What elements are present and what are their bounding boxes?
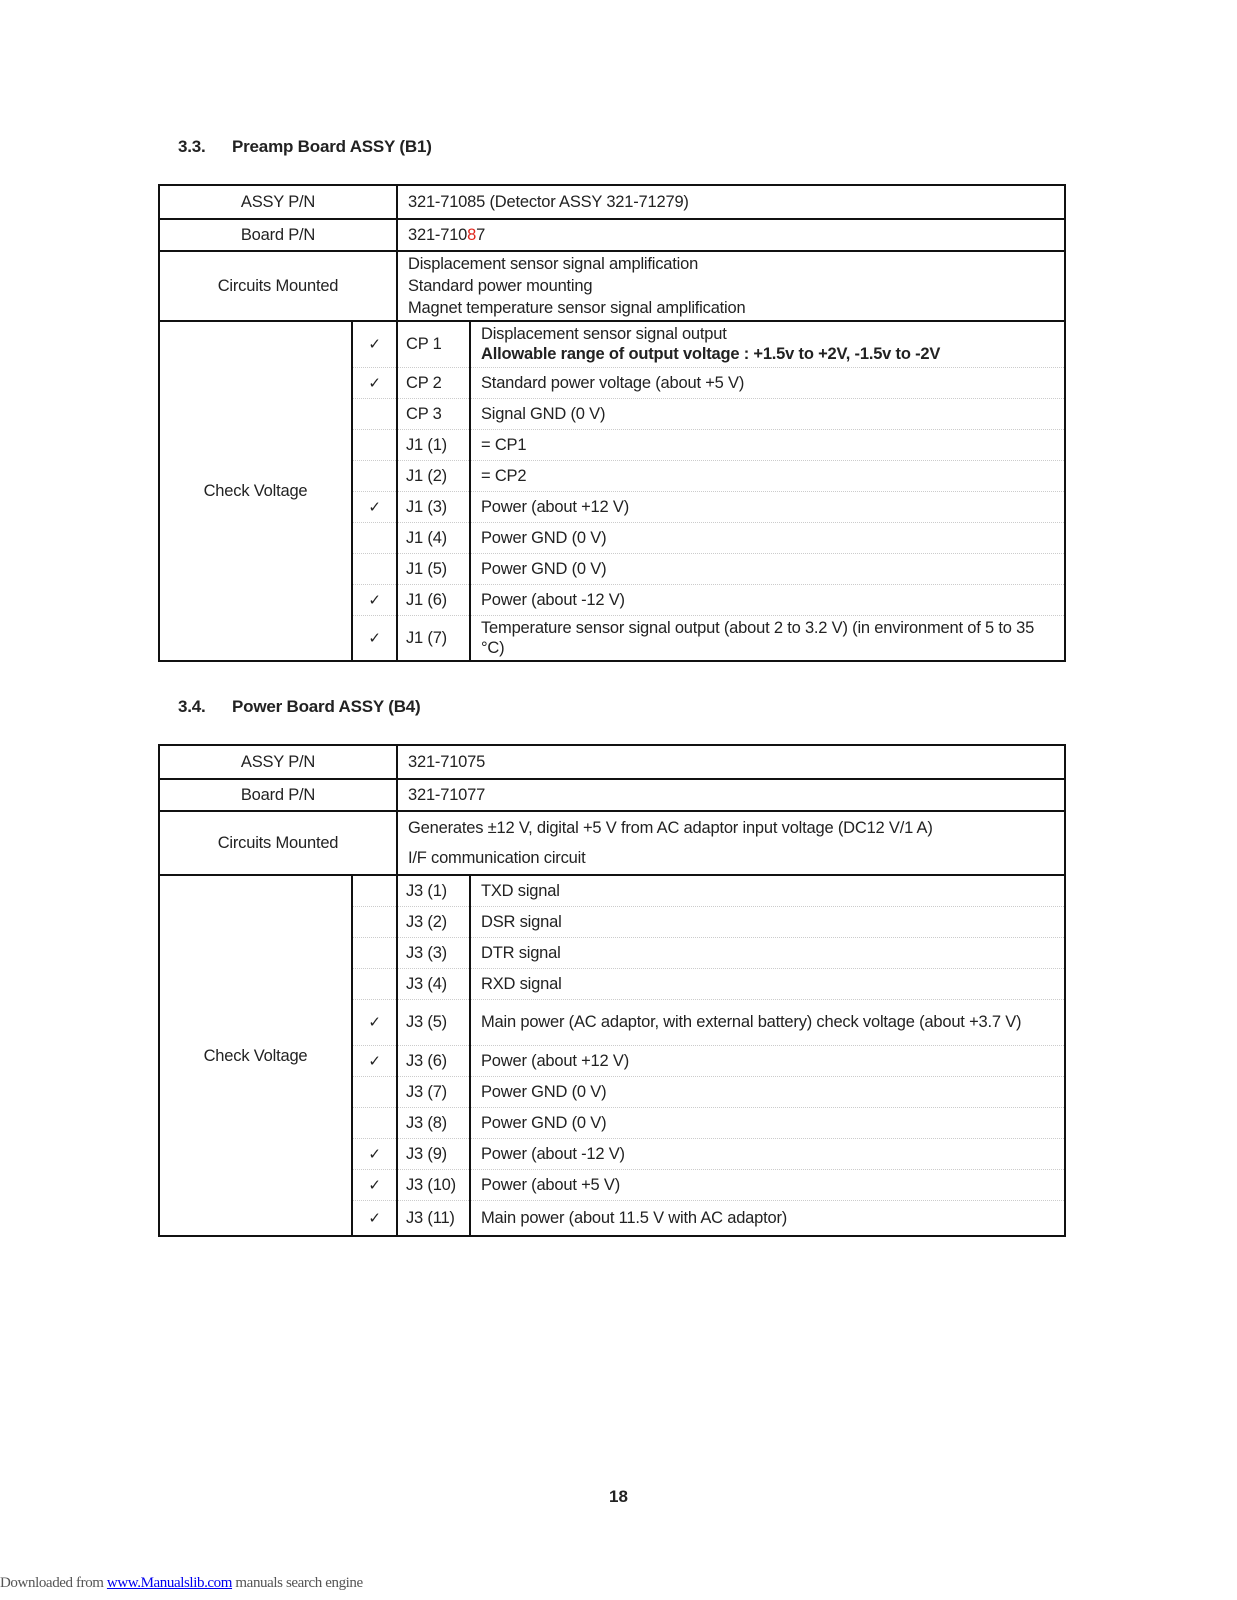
assy-pn-value: 321-71075: [397, 745, 1065, 779]
pin-name: J3 (6): [397, 1045, 470, 1076]
pin-name: J3 (10): [397, 1169, 470, 1200]
pin-description: [470, 1045, 1065, 1076]
description-text: Power GND (0 V): [481, 528, 607, 547]
pin-name: J1 (6): [397, 584, 470, 615]
pin-description: [470, 367, 1065, 398]
pin-description: [470, 321, 1065, 367]
pin-description: [470, 584, 1065, 615]
checkmark-icon: ✓: [352, 367, 397, 398]
check-cell: [352, 906, 397, 937]
section-heading-preamp: [178, 137, 432, 157]
pin-description: [470, 1107, 1065, 1138]
pin-description: [470, 906, 1065, 937]
check-cell: [352, 875, 397, 906]
section-heading-power: [178, 697, 421, 717]
description-text: = CP2: [481, 466, 527, 485]
checkmark-icon: ✓: [352, 321, 397, 367]
circuits-mounted-label: Circuits Mounted: [159, 251, 397, 321]
circuit-item: Displacement sensor signal amplification: [408, 255, 699, 273]
description-text: Power GND (0 V): [481, 1113, 607, 1132]
check-cell: [352, 429, 397, 460]
pin-name: J3 (1): [397, 875, 470, 906]
power-board-table: [158, 744, 1066, 1237]
assy-pn-row: [159, 185, 1065, 219]
footer-prefix: Downloaded from: [0, 1575, 107, 1591]
download-footer: [0, 1575, 363, 1592]
pin-name: J3 (5): [397, 999, 470, 1045]
circuit-item: Magnet temperature sensor signal amplification: [408, 299, 746, 317]
circuits-mounted-row: [159, 251, 1065, 321]
pin-name: CP 3: [397, 398, 470, 429]
circuits-mounted-list: [397, 811, 1065, 875]
checkmark-icon: ✓: [352, 491, 397, 522]
description-text: Power (about -12 V): [481, 590, 625, 609]
pin-description: [470, 1169, 1065, 1200]
pin-description: [470, 968, 1065, 999]
description-text: Power (about +12 V): [481, 497, 629, 516]
description-text: Main power (about 11.5 V with AC adaptor): [481, 1208, 788, 1227]
check-voltage-row: [159, 321, 1065, 367]
assy-pn-value: 321-71085 (Detector ASSY 321-71279): [397, 185, 1065, 219]
circuit-item: Generates ±12 V, digital +5 V from AC adaptor input voltage (DC12 V/1 A): [408, 819, 933, 837]
description-text: Power GND (0 V): [481, 1082, 607, 1101]
assy-pn-label: ASSY P/N: [159, 745, 397, 779]
board-pn-highlight: 8: [467, 226, 477, 244]
pin-description: [470, 1138, 1065, 1169]
checkmark-icon: ✓: [352, 999, 397, 1045]
pin-name: J3 (8): [397, 1107, 470, 1138]
assy-pn-row: [159, 745, 1065, 779]
checkmark-icon: ✓: [352, 615, 397, 661]
checkmark-icon: ✓: [352, 584, 397, 615]
checkmark-icon: ✓: [352, 1169, 397, 1200]
board-pn-row: [159, 219, 1065, 251]
check-cell: [352, 522, 397, 553]
circuits-mounted-list: [397, 251, 1065, 321]
board-pn-value: [397, 219, 1065, 251]
preamp-board-table: [158, 184, 1066, 662]
circuits-mounted-label: Circuits Mounted: [159, 811, 397, 875]
pin-description: [470, 999, 1065, 1045]
pin-name: J1 (1): [397, 429, 470, 460]
check-cell: [352, 398, 397, 429]
description-text: = CP1: [481, 435, 527, 454]
pin-name: J1 (5): [397, 553, 470, 584]
pin-description: [470, 460, 1065, 491]
checkmark-icon: ✓: [352, 1138, 397, 1169]
checkmark-icon: ✓: [352, 1200, 397, 1236]
description-text: Standard power voltage (about +5 V): [481, 373, 745, 392]
pin-name: CP 2: [397, 367, 470, 398]
pin-description: [470, 553, 1065, 584]
pin-name: J1 (7): [397, 615, 470, 661]
pin-name: CP 1: [397, 321, 470, 367]
pin-description: [470, 398, 1065, 429]
check-cell: [352, 968, 397, 999]
pin-description: [470, 491, 1065, 522]
pin-description: [470, 937, 1065, 968]
circuits-mounted-row: [159, 811, 1065, 875]
description-text: Power (about +12 V): [481, 1051, 629, 1070]
description-text: Power (about -12 V): [481, 1144, 625, 1163]
check-voltage-row: [159, 875, 1065, 906]
pin-name: J1 (2): [397, 460, 470, 491]
pin-name: J3 (11): [397, 1200, 470, 1236]
pin-description: [470, 1200, 1065, 1236]
board-pn-value: 321-71077: [397, 779, 1065, 811]
pin-name: J1 (3): [397, 491, 470, 522]
assy-pn-label: ASSY P/N: [159, 185, 397, 219]
pin-description: [470, 875, 1065, 906]
section-title: Preamp Board ASSY (B1): [232, 137, 432, 156]
section-title: Power Board ASSY (B4): [232, 697, 421, 716]
pin-description: [470, 615, 1065, 661]
check-cell: [352, 1076, 397, 1107]
description-text: Displacement sensor signal output: [481, 325, 727, 344]
checkmark-icon: ✓: [352, 1045, 397, 1076]
description-text: RXD signal: [481, 974, 562, 993]
check-cell: [352, 460, 397, 491]
circuit-item: Standard power mounting: [408, 277, 593, 295]
pin-description: [470, 429, 1065, 460]
board-pn-prefix: 321-710: [408, 226, 468, 244]
description-text: DTR signal: [481, 943, 561, 962]
board-pn-suffix: 7: [476, 226, 486, 244]
pin-name: J3 (3): [397, 937, 470, 968]
check-voltage-label: Check Voltage: [159, 875, 352, 1236]
description-text: Temperature sensor signal output (about 2 to 3.2 V) (in environment of 5 to 35 °C): [481, 618, 1035, 657]
board-pn-label: Board P/N: [159, 219, 397, 251]
footer-suffix: manuals search engine: [232, 1575, 363, 1591]
pin-description: [470, 522, 1065, 553]
allowable-range-note: Allowable range of output voltage : +1.5v to +2V, -1.5v to -2V: [481, 345, 941, 364]
description-text: Signal GND (0 V): [481, 404, 606, 423]
check-cell: [352, 553, 397, 584]
pin-name: J3 (4): [397, 968, 470, 999]
description-text: DSR signal: [481, 912, 562, 931]
pin-name: J3 (9): [397, 1138, 470, 1169]
board-pn-row: [159, 779, 1065, 811]
check-cell: [352, 1107, 397, 1138]
pin-description: [470, 1076, 1065, 1107]
description-text: Power (about +5 V): [481, 1175, 621, 1194]
section-number: 3.4.: [178, 697, 206, 716]
circuit-item: I/F communication circuit: [408, 849, 586, 867]
section-number: 3.3.: [178, 137, 206, 156]
check-voltage-label: Check Voltage: [159, 321, 352, 661]
pin-name: J3 (7): [397, 1076, 470, 1107]
description-text: TXD signal: [481, 881, 560, 900]
page-number: 18: [609, 1487, 628, 1506]
pin-name: J1 (4): [397, 522, 470, 553]
pin-name: J3 (2): [397, 906, 470, 937]
check-cell: [352, 937, 397, 968]
description-text: Power GND (0 V): [481, 559, 607, 578]
manualslib-link[interactable]: www.Manualslib.com: [106, 1575, 233, 1591]
description-text: Main power (AC adaptor, with external battery) check voltage (about +3.7 V): [481, 1013, 1022, 1031]
board-pn-label: Board P/N: [159, 779, 397, 811]
